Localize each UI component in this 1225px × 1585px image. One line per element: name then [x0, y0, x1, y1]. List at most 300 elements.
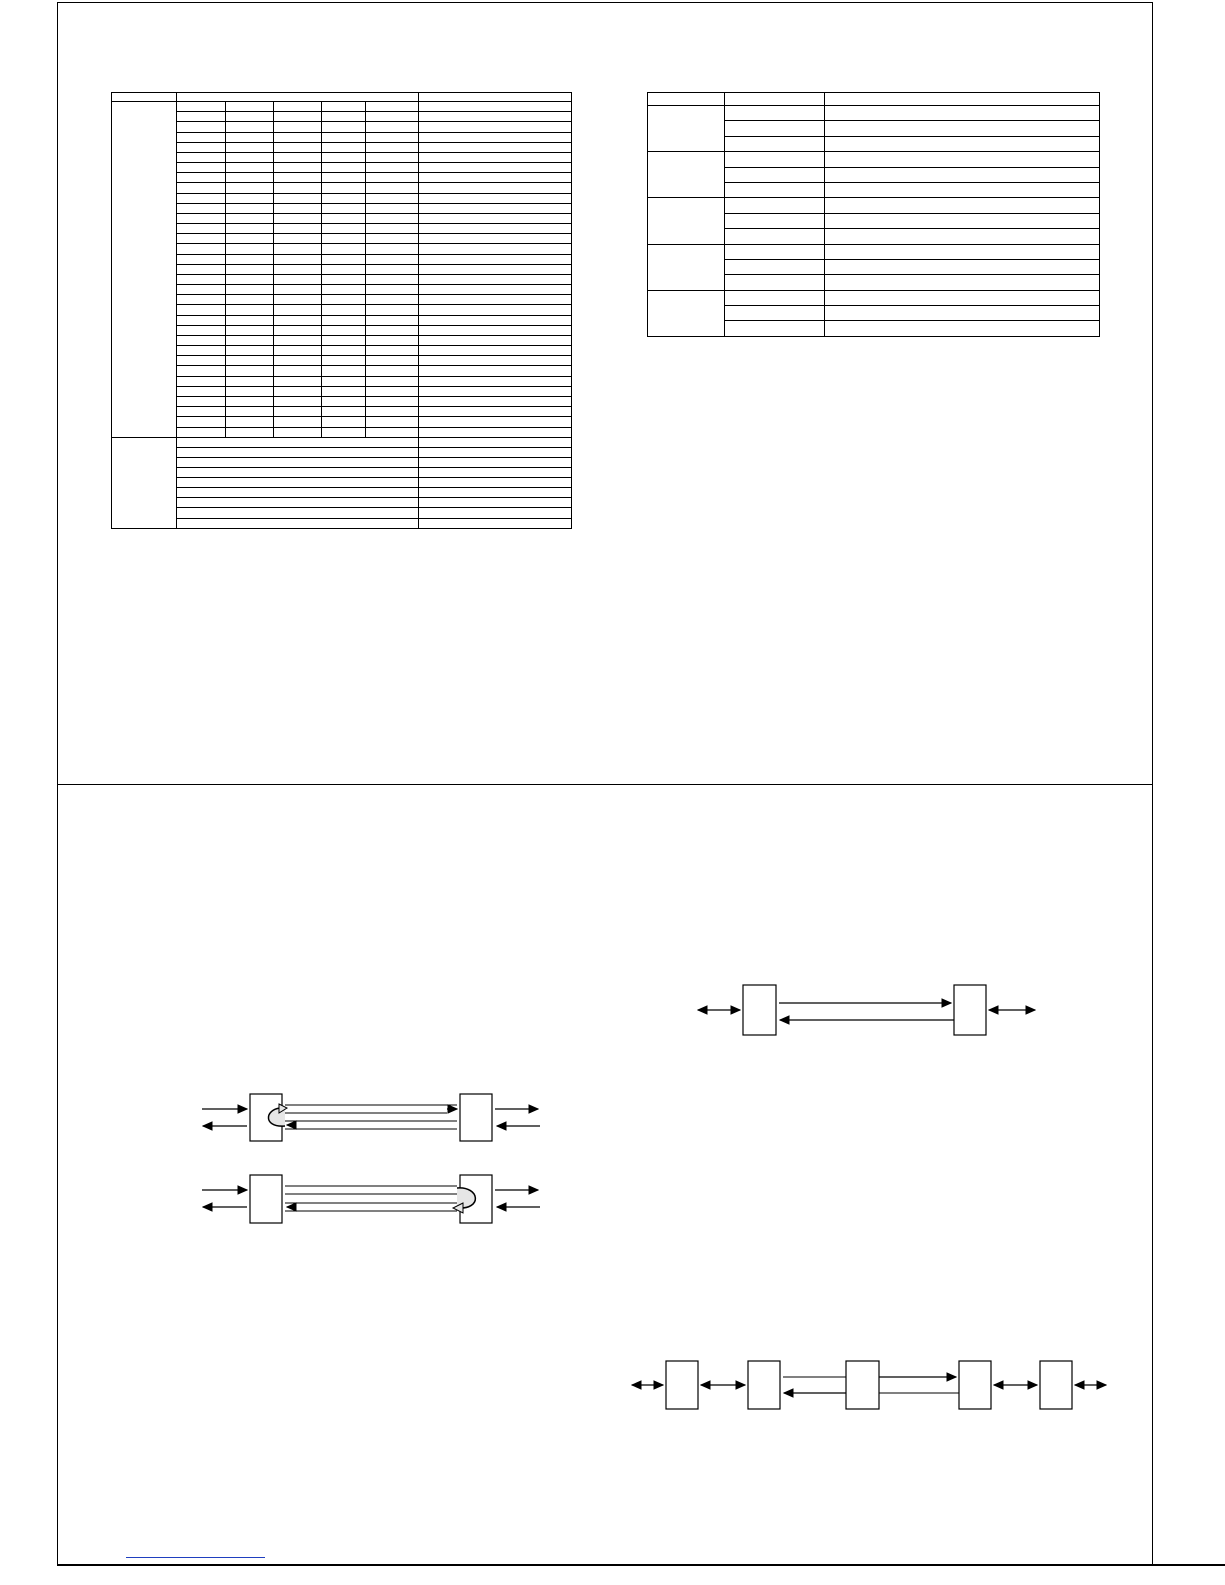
- table-cell: [322, 213, 366, 223]
- group-label-cell: [648, 198, 725, 244]
- table-cell: [274, 234, 322, 244]
- table-cell: [226, 122, 274, 132]
- table-cell: [322, 183, 366, 193]
- table-cell: [274, 203, 322, 213]
- footer-link[interactable]: [126, 1557, 265, 1558]
- table-cell: [177, 335, 226, 345]
- table-row: [112, 468, 572, 478]
- table-cell: [226, 163, 274, 173]
- table-cell: [419, 234, 572, 244]
- table-row: [112, 407, 572, 417]
- table-cell: [419, 488, 572, 498]
- table-row: [112, 295, 572, 305]
- table-cell: [322, 305, 366, 315]
- table-cell: [725, 121, 825, 136]
- table-cell: [274, 305, 322, 315]
- table-cell: [177, 152, 226, 162]
- table-cell: [366, 152, 419, 162]
- table-cell: [274, 356, 322, 366]
- table-cell: [274, 264, 322, 274]
- table-cell: [177, 295, 226, 305]
- table-cell: [322, 254, 366, 264]
- table-cell: [322, 366, 366, 376]
- left-table-header-row: [112, 93, 572, 102]
- table-cell: [322, 417, 366, 427]
- table-row: [112, 264, 572, 274]
- table-cell: [177, 173, 226, 183]
- table-cell: [825, 213, 1100, 228]
- table-cell: [419, 102, 572, 112]
- table-cell: [274, 183, 322, 193]
- header-cell: [112, 93, 177, 102]
- table-cell: [274, 285, 322, 295]
- table-cell: [177, 508, 419, 518]
- node-box-4: [959, 1361, 991, 1409]
- table-cell: [274, 142, 322, 152]
- table-row: [112, 132, 572, 142]
- table-cell: [322, 264, 366, 274]
- table-cell: [322, 407, 366, 417]
- table-cell: [725, 198, 825, 213]
- table-cell: [274, 173, 322, 183]
- table-cell: [322, 376, 366, 386]
- table-cell: [366, 142, 419, 152]
- table-row: [112, 325, 572, 335]
- table-cell: [825, 259, 1100, 274]
- table-row: [112, 142, 572, 152]
- table-row: [112, 417, 572, 427]
- table-cell: [274, 163, 322, 173]
- table-cell: [226, 112, 274, 122]
- table-cell: [419, 213, 572, 223]
- table-cell: [322, 122, 366, 132]
- table-cell: [177, 315, 226, 325]
- table-cell: [177, 407, 226, 417]
- table-cell: [419, 173, 572, 183]
- table-cell: [322, 152, 366, 162]
- table-cell: [366, 335, 419, 345]
- table-cell: [322, 315, 366, 325]
- table-cell: [825, 167, 1100, 182]
- table-cell: [366, 315, 419, 325]
- table-cell: [419, 315, 572, 325]
- table-cell: [177, 457, 419, 467]
- node-box-1: [666, 1361, 698, 1409]
- table-cell: [419, 305, 572, 315]
- table-cell: [825, 136, 1100, 151]
- table-row: [112, 315, 572, 325]
- table-row: [112, 224, 572, 234]
- table-cell: [226, 132, 274, 142]
- table-cell: [366, 285, 419, 295]
- table-cell: [226, 356, 274, 366]
- table-row: [112, 366, 572, 376]
- table-cell: [366, 244, 419, 254]
- table-cell: [226, 102, 274, 112]
- table-cell: [419, 193, 572, 203]
- node-box-left: [743, 985, 776, 1035]
- table-cell: [177, 224, 226, 234]
- table-cell: [825, 306, 1100, 321]
- table-cell: [274, 112, 322, 122]
- table-cell: [725, 213, 825, 228]
- table-cell: [177, 325, 226, 335]
- table-cell: [419, 457, 572, 467]
- table-row: [112, 213, 572, 223]
- loopback-far-diagram: [195, 1170, 545, 1230]
- right-table-header-row: [648, 93, 1100, 106]
- table-cell: [177, 234, 226, 244]
- table-cell: [725, 259, 825, 274]
- group-label-cell: [112, 102, 177, 438]
- table-cell: [419, 386, 572, 396]
- table-cell: [419, 447, 572, 457]
- table-cell: [177, 305, 226, 315]
- table-row: [112, 356, 572, 366]
- table-cell: [177, 102, 226, 112]
- table-cell: [322, 295, 366, 305]
- table-cell: [322, 386, 366, 396]
- point-to-point-diagram: [690, 980, 1050, 1045]
- node-box-3: [846, 1361, 879, 1409]
- table-cell: [322, 142, 366, 152]
- table-cell: [419, 183, 572, 193]
- table-cell: [177, 468, 419, 478]
- table-cell: [419, 152, 572, 162]
- table-cell: [419, 335, 572, 345]
- table-row: [112, 274, 572, 284]
- table-row: [112, 437, 572, 447]
- table-row: [648, 290, 1100, 305]
- table-row: [112, 193, 572, 203]
- table-cell: [226, 335, 274, 345]
- table-cell: [366, 254, 419, 264]
- table-row: [112, 112, 572, 122]
- table-cell: [177, 163, 226, 173]
- table-cell: [226, 417, 274, 427]
- table-cell: [274, 224, 322, 234]
- table-cell: [274, 427, 322, 437]
- table-cell: [366, 274, 419, 284]
- table-cell: [226, 224, 274, 234]
- table-row: [112, 386, 572, 396]
- group-label-cell: [648, 290, 725, 336]
- table-cell: [419, 163, 572, 173]
- node-box-5: [1040, 1361, 1072, 1409]
- table-cell: [177, 417, 226, 427]
- table-cell: [274, 213, 322, 223]
- table-cell: [419, 366, 572, 376]
- table-cell: [366, 427, 419, 437]
- table-cell: [366, 366, 419, 376]
- table-cell: [177, 488, 419, 498]
- table-cell: [177, 437, 419, 447]
- table-cell: [322, 335, 366, 345]
- table-cell: [322, 203, 366, 213]
- table-cell: [177, 366, 226, 376]
- loopback-near-diagram: [195, 1088, 545, 1148]
- table-cell: [366, 386, 419, 396]
- table-cell: [725, 321, 825, 336]
- table-cell: [825, 198, 1100, 213]
- table-row: [112, 305, 572, 315]
- table-cell: [274, 417, 322, 427]
- table-cell: [226, 315, 274, 325]
- table-cell: [177, 122, 226, 132]
- table-cell: [725, 106, 825, 121]
- table-cell: [274, 346, 322, 356]
- header-cell: [725, 93, 825, 106]
- table-cell: [419, 518, 572, 528]
- table-cell: [419, 468, 572, 478]
- table-cell: [366, 112, 419, 122]
- table-cell: [274, 325, 322, 335]
- table-cell: [226, 213, 274, 223]
- table-cell: [226, 274, 274, 284]
- table-row: [112, 488, 572, 498]
- header-cell: [825, 93, 1100, 106]
- table-cell: [226, 285, 274, 295]
- table-cell: [177, 203, 226, 213]
- table-cell: [825, 321, 1100, 336]
- table-row: [112, 508, 572, 518]
- table-cell: [322, 427, 366, 437]
- table-cell: [419, 264, 572, 274]
- table-cell: [322, 132, 366, 142]
- table-row: [112, 335, 572, 345]
- table-cell: [366, 163, 419, 173]
- header-cell: [419, 93, 572, 102]
- table-cell: [419, 132, 572, 142]
- table-cell: [419, 254, 572, 264]
- table-cell: [725, 306, 825, 321]
- table-cell: [825, 121, 1100, 136]
- table-cell: [825, 275, 1100, 290]
- table-cell: [226, 346, 274, 356]
- table-cell: [274, 407, 322, 417]
- table-row: [112, 234, 572, 244]
- table-cell: [366, 122, 419, 132]
- table-row: [112, 457, 572, 467]
- table-cell: [177, 346, 226, 356]
- table-cell: [419, 203, 572, 213]
- table-cell: [226, 427, 274, 437]
- table-row: [112, 346, 572, 356]
- table-cell: [725, 275, 825, 290]
- table-cell: [177, 356, 226, 366]
- table-cell: [274, 315, 322, 325]
- table-cell: [177, 478, 419, 488]
- table-cell: [274, 152, 322, 162]
- table-cell: [725, 136, 825, 151]
- table-cell: [226, 305, 274, 315]
- table-row: [112, 285, 572, 295]
- table-cell: [725, 229, 825, 244]
- group-label-cell: [648, 106, 725, 152]
- table-cell: [322, 234, 366, 244]
- table-row: [648, 198, 1100, 213]
- table-cell: [274, 335, 322, 345]
- table-row: [648, 152, 1100, 167]
- table-cell: [226, 152, 274, 162]
- table-cell: [366, 346, 419, 356]
- table-cell: [419, 325, 572, 335]
- table-cell: [725, 167, 825, 182]
- table-cell: [177, 518, 419, 528]
- table-cell: [226, 407, 274, 417]
- table-cell: [274, 193, 322, 203]
- table-cell: [322, 102, 366, 112]
- table-cell: [419, 274, 572, 284]
- table-cell: [322, 285, 366, 295]
- table-cell: [366, 376, 419, 386]
- table-cell: [177, 264, 226, 274]
- table-cell: [725, 290, 825, 305]
- table-cell: [419, 112, 572, 122]
- table-cell: [177, 396, 226, 406]
- table-cell: [226, 234, 274, 244]
- table-cell: [274, 102, 322, 112]
- table-cell: [177, 498, 419, 508]
- table-cell: [226, 396, 274, 406]
- table-cell: [366, 264, 419, 274]
- table-cell: [177, 254, 226, 264]
- table-cell: [322, 173, 366, 183]
- table-cell: [825, 244, 1100, 259]
- table-cell: [322, 274, 366, 284]
- group-label-cell: [648, 152, 725, 198]
- table-cell: [322, 346, 366, 356]
- header-cell: [177, 93, 419, 102]
- table-row: [648, 244, 1100, 259]
- table-cell: [274, 132, 322, 142]
- table-cell: [419, 508, 572, 518]
- table-cell: [177, 447, 419, 457]
- table-row: [112, 254, 572, 264]
- table-cell: [177, 132, 226, 142]
- table-cell: [322, 244, 366, 254]
- table-cell: [366, 396, 419, 406]
- table-cell: [725, 244, 825, 259]
- table-cell: [177, 285, 226, 295]
- table-cell: [366, 325, 419, 335]
- table-cell: [274, 396, 322, 406]
- section-divider: [57, 784, 1153, 785]
- table-cell: [419, 356, 572, 366]
- table-cell: [419, 427, 572, 437]
- table-row: [112, 173, 572, 183]
- table-row: [112, 203, 572, 213]
- table-cell: [322, 193, 366, 203]
- table-cell: [177, 183, 226, 193]
- table-cell: [419, 376, 572, 386]
- table-row: [112, 183, 572, 193]
- table-row: [112, 498, 572, 508]
- table-cell: [366, 102, 419, 112]
- group-label-cell: [112, 437, 177, 528]
- table-cell: [177, 244, 226, 254]
- table-cell: [226, 193, 274, 203]
- table-cell: [177, 274, 226, 284]
- table-row: [112, 396, 572, 406]
- table-cell: [177, 142, 226, 152]
- table-cell: [419, 244, 572, 254]
- table-cell: [419, 407, 572, 417]
- table-cell: [274, 386, 322, 396]
- table-cell: [226, 142, 274, 152]
- table-cell: [274, 274, 322, 284]
- node-box-right: [954, 985, 986, 1035]
- table-cell: [274, 376, 322, 386]
- table-cell: [366, 213, 419, 223]
- node-box-left: [250, 1175, 282, 1223]
- table-cell: [322, 224, 366, 234]
- table-cell: [419, 346, 572, 356]
- table-cell: [226, 203, 274, 213]
- table-cell: [366, 193, 419, 203]
- table-cell: [226, 366, 274, 376]
- table-cell: [226, 264, 274, 274]
- table-row: [112, 122, 572, 132]
- table-cell: [274, 295, 322, 305]
- table-row: [112, 244, 572, 254]
- table-cell: [366, 295, 419, 305]
- table-cell: [825, 229, 1100, 244]
- table-cell: [177, 112, 226, 122]
- header-cell: [648, 93, 725, 106]
- table-cell: [366, 356, 419, 366]
- table-row: [112, 102, 572, 112]
- table-cell: [366, 203, 419, 213]
- table-cell: [226, 254, 274, 264]
- table-cell: [226, 244, 274, 254]
- table-cell: [274, 254, 322, 264]
- table-cell: [825, 152, 1100, 167]
- table-cell: [226, 173, 274, 183]
- node-box-2: [748, 1361, 780, 1409]
- table-cell: [177, 386, 226, 396]
- left-table: [111, 92, 572, 529]
- table-cell: [419, 295, 572, 305]
- table-cell: [226, 386, 274, 396]
- chain-diagram: [628, 1355, 1113, 1415]
- table-cell: [366, 417, 419, 427]
- table-cell: [274, 366, 322, 376]
- table-cell: [322, 396, 366, 406]
- table-cell: [366, 132, 419, 142]
- table-row: [112, 376, 572, 386]
- table-cell: [825, 290, 1100, 305]
- table-cell: [177, 427, 226, 437]
- table-cell: [419, 417, 572, 427]
- table-cell: [366, 183, 419, 193]
- table-cell: [366, 234, 419, 244]
- table-cell: [226, 295, 274, 305]
- node-box-right: [460, 1094, 492, 1141]
- table-cell: [366, 305, 419, 315]
- table-cell: [419, 142, 572, 152]
- table-cell: [226, 325, 274, 335]
- table-cell: [419, 396, 572, 406]
- table-row: [112, 427, 572, 437]
- table-row: [112, 447, 572, 457]
- table-cell: [322, 112, 366, 122]
- table-cell: [226, 183, 274, 193]
- table-cell: [825, 106, 1100, 121]
- table-cell: [177, 213, 226, 223]
- table-cell: [419, 478, 572, 488]
- table-cell: [419, 437, 572, 447]
